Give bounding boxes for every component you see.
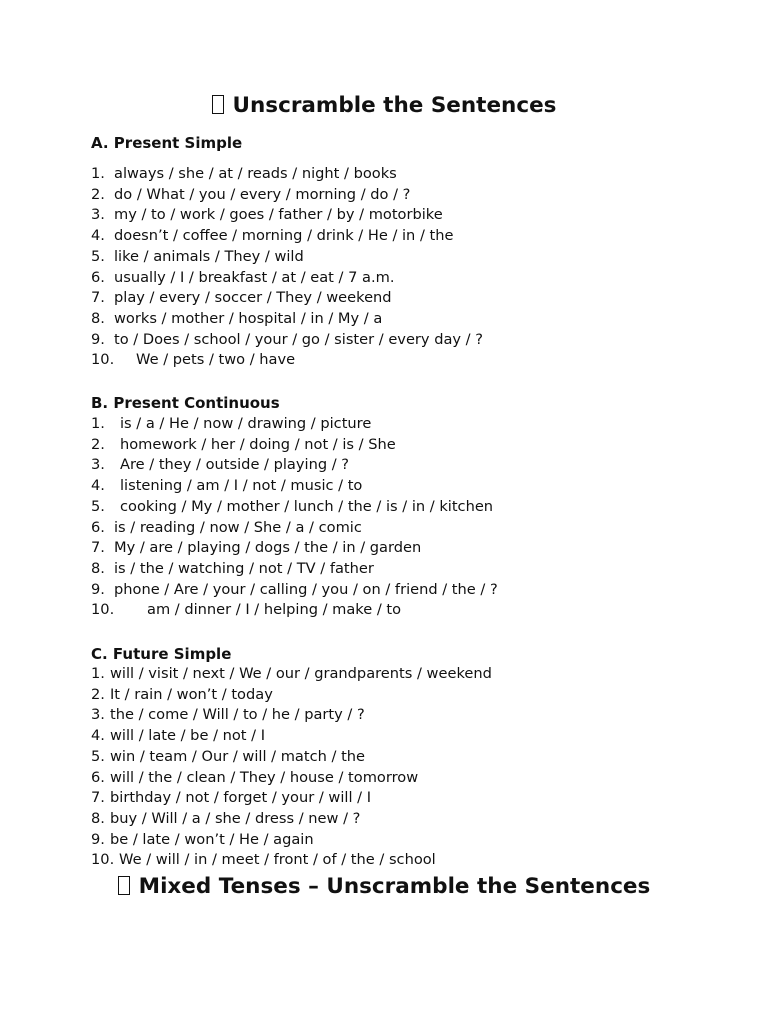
scrambled-sentence: will / late / be / not / I: [110, 727, 266, 745]
scrambled-sentence: We / will / in / meet / front / of / the / school: [119, 851, 436, 869]
item-number: 3.: [91, 206, 105, 224]
list-item: [91, 538, 498, 559]
mixed-tenses-title-text: Mixed Tenses – Unscramble the Sentences: [138, 874, 651, 899]
scrambled-sentence: cooking / My / mother / lunch / the / is / in / kitchen: [120, 497, 494, 515]
mixed-tenses-title: [0, 873, 768, 901]
list-item: [91, 685, 492, 706]
item-number: 1.: [91, 665, 105, 682]
list-item: [91, 330, 483, 351]
scrambled-sentence: listening / am / I / not / music / to: [120, 477, 363, 495]
item-number: 4.: [91, 227, 105, 245]
item-number: 8.: [91, 809, 105, 827]
item-number: 4.: [91, 727, 105, 745]
list-item: [91, 705, 492, 726]
worksheet-title-text: Unscramble the Sentences: [232, 93, 557, 118]
item-number: 5.: [91, 497, 105, 515]
worksheet-title: [0, 92, 768, 120]
scrambled-sentence: is / reading / now / She / a / comic: [114, 518, 362, 536]
scrambled-sentence: is / the / watching / not / TV / father: [114, 559, 374, 577]
list-item: [91, 435, 498, 456]
item-number: 6.: [91, 768, 105, 786]
scrambled-sentence: phone / Are / your / calling / you / on / friend / the / ?: [114, 580, 498, 598]
present-simple-list: [91, 164, 483, 371]
list-item: [91, 600, 498, 621]
item-number: 5.: [91, 247, 105, 265]
list-item: [91, 288, 483, 309]
scrambled-sentence: the / come / Will / to / he / party / ?: [110, 706, 365, 724]
item-number: 8.: [91, 309, 105, 327]
scrambled-sentence: play / every / soccer / They / weekend: [114, 289, 392, 307]
item-number: 7.: [91, 539, 105, 557]
list-item: [91, 247, 483, 268]
section-heading-present-continuous: B. Present Continuous: [91, 394, 280, 412]
item-number: 8.: [91, 559, 105, 577]
scrambled-sentence: We / pets / two / have: [136, 351, 296, 369]
scrambled-sentence: is / a / He / now / drawing / picture: [120, 415, 372, 432]
list-item: [91, 205, 483, 226]
item-number: 9.: [91, 330, 105, 348]
scrambled-sentence: am / dinner / I / helping / make / to: [147, 601, 402, 619]
scrambled-sentence: will / visit / next / We / our / grandparents / weekend: [110, 665, 492, 682]
list-item: [91, 455, 498, 476]
list-item: [91, 559, 498, 580]
future-simple-list: [91, 664, 492, 871]
list-item: [91, 768, 492, 789]
item-number: 1.: [91, 165, 105, 182]
scrambled-sentence: to / Does / school / your / go / sister / every day / ?: [114, 330, 483, 348]
item-number: 2.: [91, 685, 105, 703]
present-continuous-list: [91, 414, 498, 621]
list-item: [91, 226, 483, 247]
list-item: [91, 497, 498, 518]
list-item: [91, 268, 483, 289]
scrambled-sentence: birthday / not / forget / your / will / I: [110, 789, 371, 807]
scrambled-sentence: It / rain / won’t / today: [110, 685, 273, 703]
scrambled-sentence: works / mother / hospital / in / My / a: [114, 309, 383, 327]
list-item: [91, 726, 492, 747]
list-item: [91, 309, 483, 330]
missing-glyph-icon: [118, 876, 130, 895]
scrambled-sentence: my / to / work / goes / father / by / motorbike: [114, 206, 443, 224]
list-item: [91, 518, 498, 539]
item-number: 10.: [91, 351, 115, 369]
scrambled-sentence: Are / they / outside / playing / ?: [120, 456, 350, 474]
item-number: 9.: [91, 580, 105, 598]
scrambled-sentence: My / are / playing / dogs / the / in / garden: [114, 539, 422, 557]
item-number: 6.: [91, 518, 105, 536]
list-item: [91, 185, 483, 206]
item-number: 6.: [91, 268, 105, 286]
scrambled-sentence: win / team / Our / will / match / the: [110, 747, 366, 765]
scrambled-sentence: do / What / you / every / morning / do / ?: [114, 185, 411, 203]
section-heading-present-simple: A. Present Simple: [91, 134, 243, 152]
scrambled-sentence: doesn’t / coffee / morning / drink / He / in / the: [114, 227, 454, 245]
item-number: 4.: [91, 477, 105, 495]
scrambled-sentence: like / animals / They / wild: [114, 247, 304, 265]
missing-glyph-icon: [212, 95, 224, 114]
list-item: [91, 414, 498, 435]
item-number: 1.: [91, 415, 105, 432]
scrambled-sentence: buy / Will / a / she / dress / new / ?: [110, 809, 361, 827]
list-item: [91, 664, 492, 685]
item-number: 9.: [91, 830, 105, 848]
item-number: 3.: [91, 456, 105, 474]
item-number: 2.: [91, 185, 105, 203]
section-heading-future-simple: C. Future Simple: [91, 645, 232, 663]
list-item: [91, 164, 483, 185]
scrambled-sentence: be / late / won’t / He / again: [110, 830, 314, 848]
list-item: [91, 850, 492, 871]
scrambled-sentence: usually / I / breakfast / at / eat / 7 a.m.: [114, 268, 395, 286]
list-item: [91, 788, 492, 809]
list-item: [91, 747, 492, 768]
scrambled-sentence: homework / her / doing / not / is / She: [120, 435, 396, 453]
list-item: [91, 350, 483, 371]
list-item: [91, 830, 492, 851]
list-item: [91, 476, 498, 497]
item-number: 7.: [91, 289, 105, 307]
item-number: 7.: [91, 789, 105, 807]
list-item: [91, 809, 492, 830]
scrambled-sentence: always / she / at / reads / night / books: [114, 165, 397, 182]
item-number: 10.: [91, 851, 115, 869]
item-number: 2.: [91, 435, 105, 453]
scrambled-sentence: will / the / clean / They / house / tomorrow: [110, 768, 419, 786]
item-number: 5.: [91, 747, 105, 765]
item-number: 3.: [91, 706, 105, 724]
list-item: [91, 580, 498, 601]
item-number: 10.: [91, 601, 115, 619]
